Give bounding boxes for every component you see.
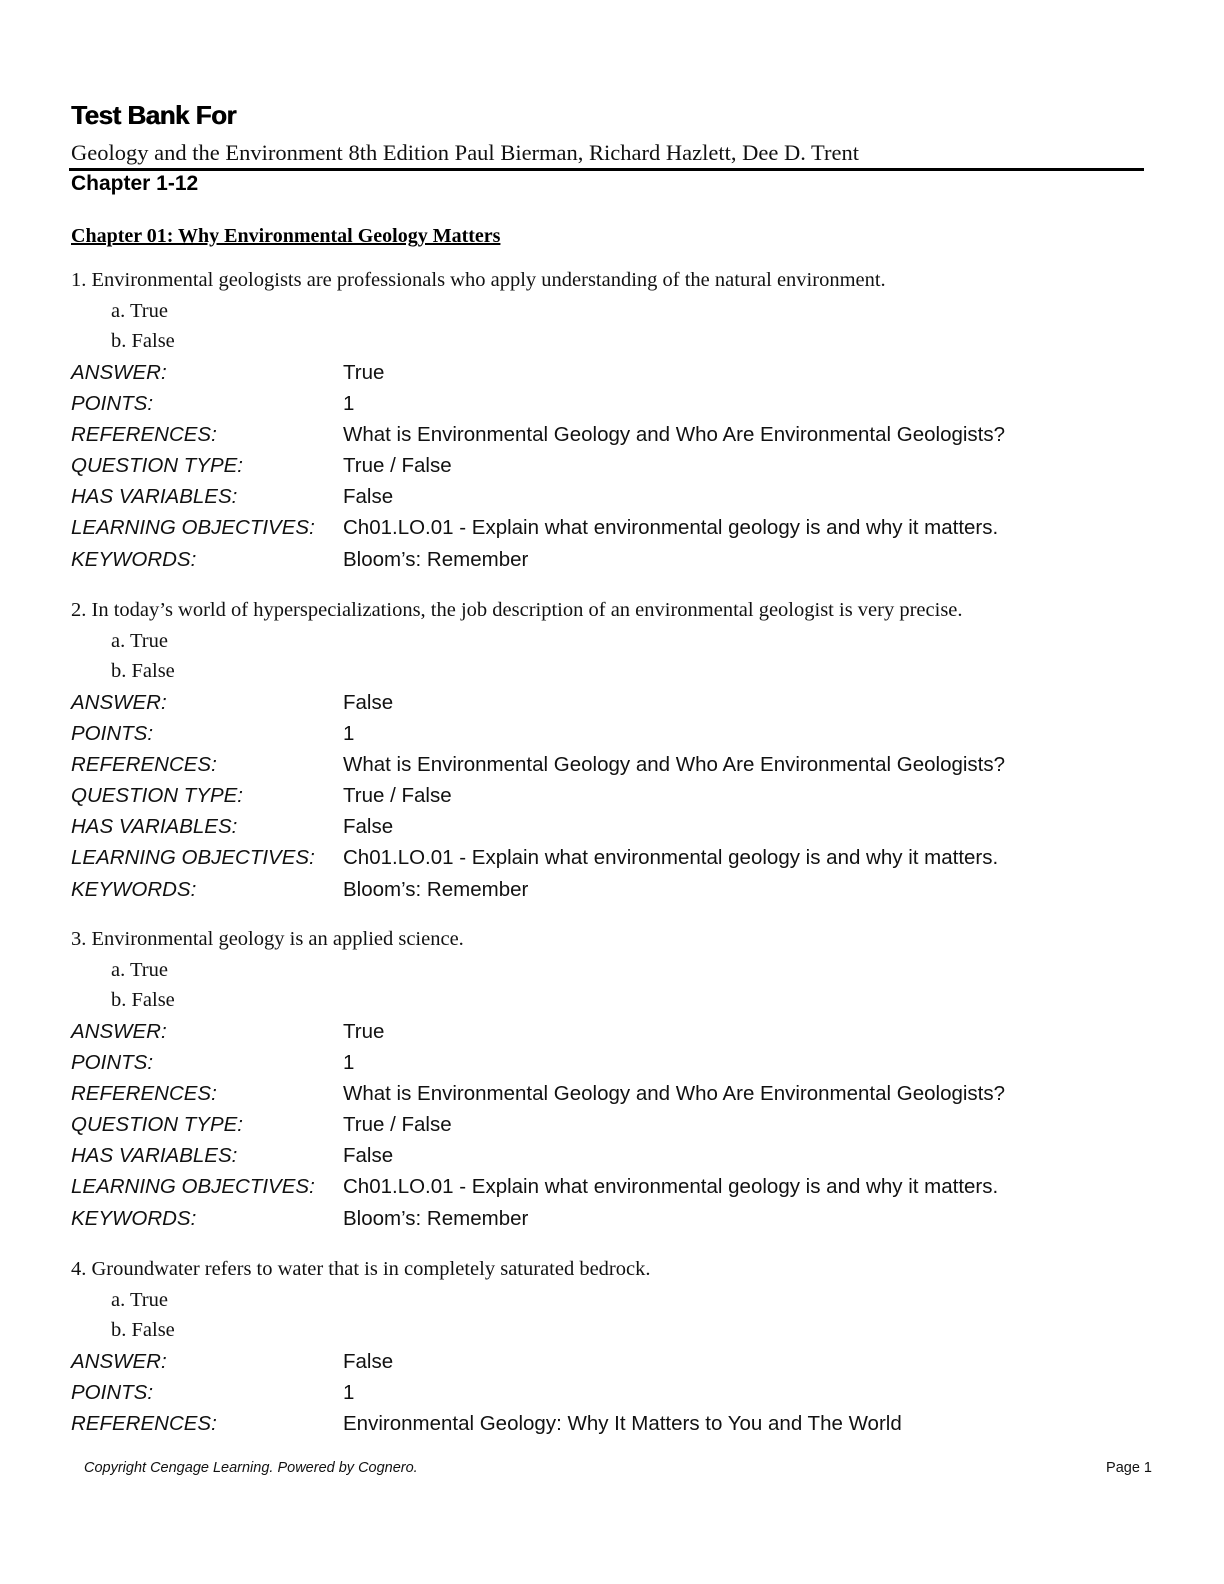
meta-label: KEYWORDS:: [71, 877, 197, 901]
meta-row: [71, 811, 1151, 842]
answer-option: a. True: [111, 958, 168, 981]
meta-label: POINTS:: [71, 721, 154, 745]
document-title: Test Bank For: [71, 100, 236, 130]
meta-row: [71, 388, 1151, 419]
meta-label: ANSWER:: [71, 1019, 167, 1043]
question-text: 2. In today’s world of hyperspecializations, the job description of an environmental geologist is very precise.: [71, 599, 963, 621]
meta-value: Ch01.LO.01 - Explain what environmental geology is and why it matters.: [343, 846, 999, 870]
answer-option: b. False: [111, 989, 175, 1011]
meta-row: [71, 1203, 1151, 1234]
meta-row: [71, 512, 1151, 543]
meta-row: [71, 1408, 1151, 1439]
meta-value: Bloom’s: Remember: [343, 877, 529, 901]
meta-row: [71, 1140, 1151, 1171]
meta-value: Ch01.LO.01 - Explain what environmental geology is and why it matters.: [343, 1175, 999, 1199]
meta-label: REFERENCES:: [71, 1411, 217, 1435]
meta-value: What is Environmental Geology and Who Are Environmental Geologists?: [343, 1081, 1006, 1105]
question-block: [71, 595, 1151, 905]
meta-label: POINTS:: [71, 1050, 154, 1074]
meta-row: [71, 1078, 1151, 1109]
question-text: 1. Environmental geologists are professionals who apply understanding of the natural environment.: [71, 269, 886, 291]
meta-label: POINTS:: [71, 391, 154, 415]
meta-label: LEARNING OBJECTIVES:: [71, 1175, 315, 1199]
meta-row: [71, 749, 1151, 780]
meta-value: Bloom’s: Remember: [343, 1206, 529, 1230]
meta-value: What is Environmental Geology and Who Are Environmental Geologists?: [343, 752, 1006, 776]
meta-row: [71, 1377, 1151, 1408]
meta-row: [71, 842, 1151, 873]
meta-label: HAS VARIABLES:: [71, 1144, 238, 1168]
meta-row: [71, 1171, 1151, 1202]
question-block: [71, 924, 1151, 1234]
meta-row: [71, 481, 1151, 512]
meta-value: False: [343, 690, 394, 714]
answer-option: b. False: [111, 660, 175, 682]
answer-option: b. False: [111, 1319, 175, 1341]
meta-row: [71, 1016, 1151, 1047]
meta-value: True: [343, 1019, 385, 1043]
meta-row: [71, 687, 1151, 718]
meta-label: KEYWORDS:: [71, 1206, 197, 1230]
meta-label: ANSWER:: [71, 360, 167, 384]
meta-row: [71, 419, 1151, 450]
meta-label: REFERENCES:: [71, 422, 217, 446]
question-text: 3. Environmental geology is an applied science.: [71, 928, 464, 950]
meta-row: [71, 718, 1151, 749]
meta-label: POINTS:: [71, 1380, 154, 1404]
meta-label: QUESTION TYPE:: [71, 454, 243, 478]
question-block: [71, 265, 1151, 575]
meta-value: True / False: [343, 1113, 452, 1137]
meta-value: Ch01.LO.01 - Explain what environmental geology is and why it matters.: [343, 516, 999, 540]
meta-row: [71, 874, 1151, 905]
meta-value: False: [343, 815, 394, 839]
answer-option: b. False: [111, 330, 175, 352]
meta-row: [71, 1047, 1151, 1078]
chapter-heading: Chapter 01: Why Environmental Geology Matters: [71, 225, 501, 247]
meta-value: Bloom’s: Remember: [343, 547, 529, 571]
meta-value: 1: [343, 1380, 355, 1404]
meta-label: LEARNING OBJECTIVES:: [71, 846, 315, 870]
answer-option: a. True: [111, 629, 168, 652]
meta-label: KEYWORDS:: [71, 547, 197, 571]
meta-label: QUESTION TYPE:: [71, 1113, 243, 1137]
meta-row: [71, 544, 1151, 575]
meta-value: Environmental Geology: Why It Matters to You and The World: [343, 1411, 902, 1435]
meta-label: LEARNING OBJECTIVES:: [71, 516, 315, 540]
answer-option: a. True: [111, 1288, 168, 1311]
meta-row: [71, 1109, 1151, 1140]
chapter-range: Chapter 1-12: [71, 172, 199, 195]
footer-copyright: Copyright Cengage Learning. Powered by Cognero.: [84, 1460, 418, 1476]
meta-label: ANSWER:: [71, 1349, 167, 1373]
meta-value: True / False: [343, 454, 452, 478]
document-subtitle: Geology and the Environment 8th Edition Paul Bierman, Richard Hazlett, Dee D. Trent: [71, 140, 859, 165]
meta-label: HAS VARIABLES:: [71, 485, 238, 509]
meta-value: What is Environmental Geology and Who Are Environmental Geologists?: [343, 422, 1006, 446]
meta-value: 1: [343, 391, 355, 415]
meta-value: 1: [343, 721, 355, 745]
meta-row: [71, 450, 1151, 481]
meta-label: HAS VARIABLES:: [71, 815, 238, 839]
answer-option: a. True: [111, 299, 168, 322]
meta-row: [71, 1346, 1151, 1377]
meta-value: 1: [343, 1050, 355, 1074]
meta-value: False: [343, 1144, 394, 1168]
meta-value: True: [343, 360, 385, 384]
meta-label: REFERENCES:: [71, 752, 217, 776]
meta-value: False: [343, 1349, 394, 1373]
meta-label: REFERENCES:: [71, 1081, 217, 1105]
meta-value: True / False: [343, 784, 452, 808]
meta-value: False: [343, 485, 394, 509]
question-block: [71, 1254, 1151, 1439]
meta-row: [71, 357, 1151, 388]
meta-label: QUESTION TYPE:: [71, 784, 243, 808]
meta-row: [71, 780, 1151, 811]
meta-label: ANSWER:: [71, 690, 167, 714]
question-text: 4. Groundwater refers to water that is in completely saturated bedrock.: [71, 1258, 651, 1280]
header-divider: [69, 168, 1144, 171]
page-number: Page 1: [1106, 1460, 1152, 1476]
